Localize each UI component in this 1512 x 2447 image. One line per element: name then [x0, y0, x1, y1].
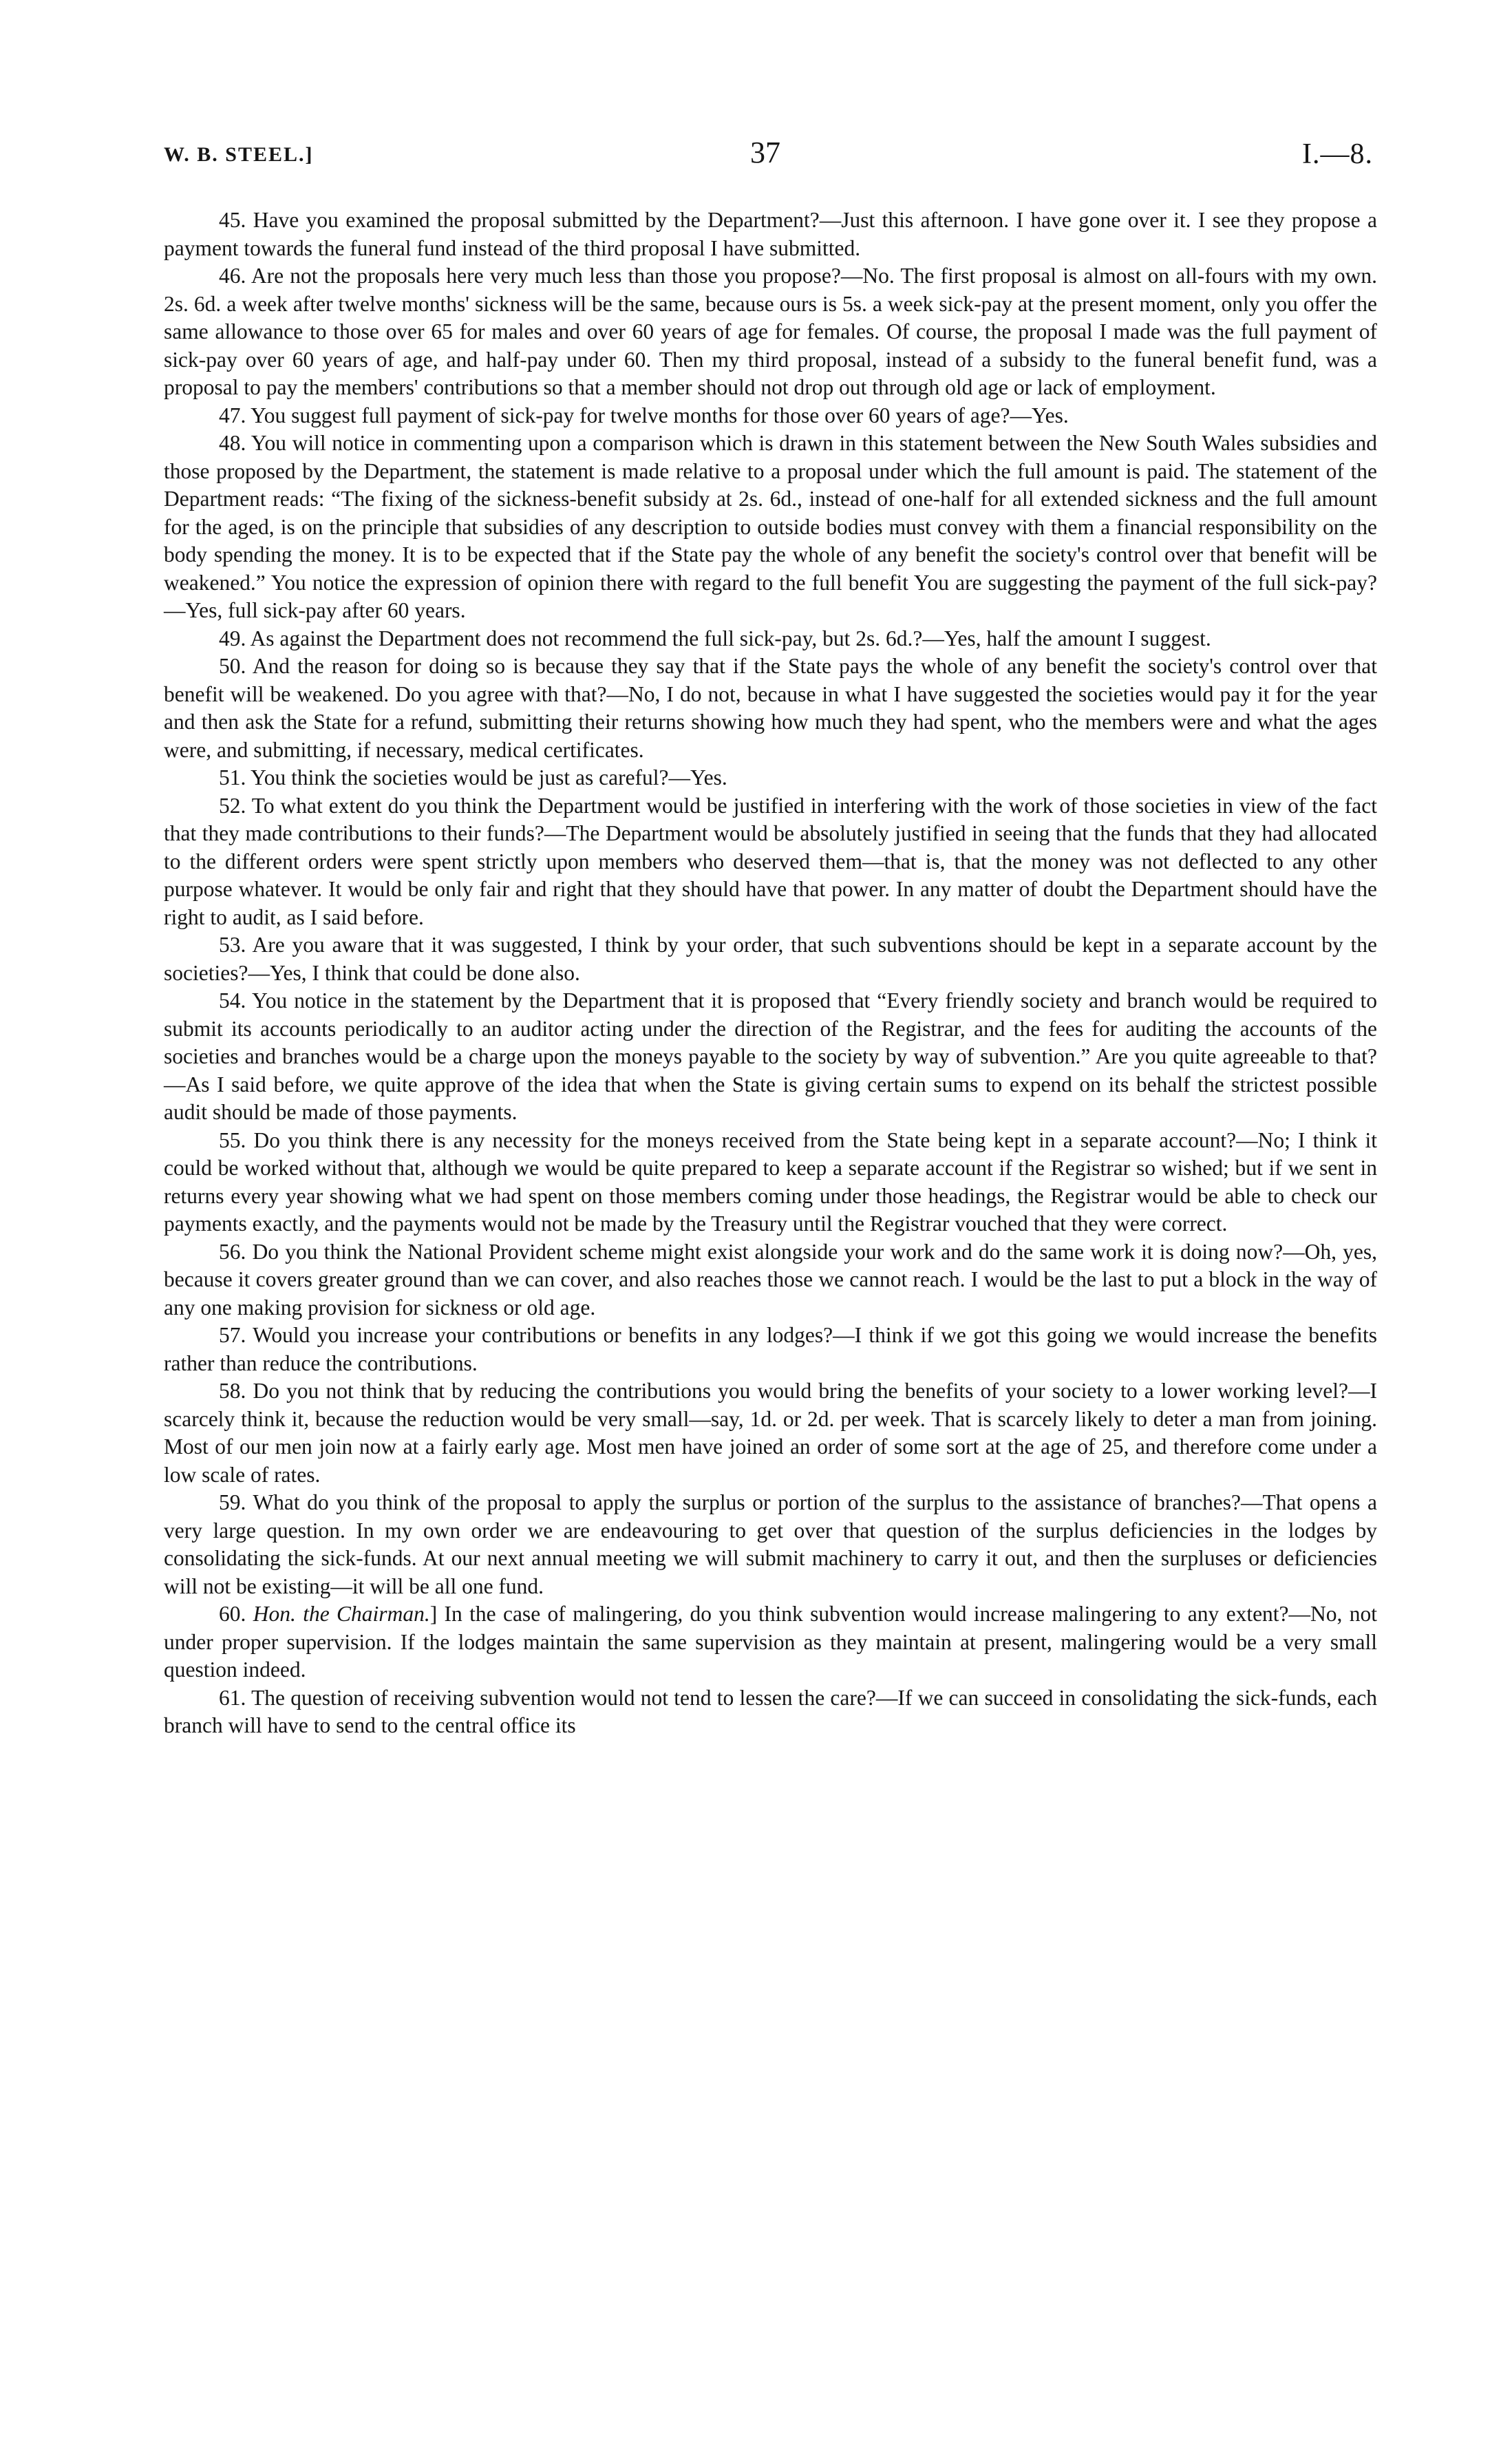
paragraph-text: And the reason for doing so is because they say that if the State pays the whole of any benefit the society's control over that benefit will be weakened. Do you agree with that?—No, I do not, because in what I have suggested the societies would pay it for the year and then ask the State for a refund, submitting their returns showing how much they had spent, who the members were and what the ages were, and submitting, if necessary, medical certificates.	[164, 654, 1378, 762]
paragraph-text: ] In the case of malingering, do you think subvention would increase malingering to any extent?—No, not under proper supervision. If the lodges maintain the same supervision as they maintain at present, malingering would be a very small question indeed.	[164, 1602, 1378, 1682]
paragraph-61	[164, 1684, 1377, 1740]
paragraph-text: Do you think there is any necessity for the moneys received from the State being kept in a separate account?—No; I think it could be worked without that, although we would be quite prepared to keep a separate account if the Registrar so wished; but if we sent in returns every year showing what we had spent on those members coming under those headings, the Registrar would be able to check our payments exactly, and the payments would not be made by the Treasury until the Registrar vouched that they were correct.	[164, 1127, 1378, 1236]
paragraph-number: 52.	[219, 793, 246, 818]
paragraph-58	[164, 1377, 1377, 1489]
paragraph-number: 58.	[219, 1379, 246, 1403]
paragraph-number: 51.	[219, 765, 246, 790]
paragraph-number: 49.	[219, 626, 246, 650]
paragraph-48	[164, 430, 1377, 625]
paragraph-text: You think the societies would be just as careful?—Yes.	[251, 765, 727, 790]
paragraph-number: 61.	[219, 1685, 246, 1710]
paragraph-number: 55.	[219, 1127, 246, 1152]
paragraph-59	[164, 1489, 1377, 1600]
paragraph-number: 50.	[219, 654, 246, 678]
paragraph-text: As against the Department does not recommend the full sick-pay, but 2s. 6d.?—Yes, half the amount I suggest.	[250, 626, 1211, 650]
paragraph-number: 60.	[219, 1602, 246, 1626]
paragraph-text: Have you examined the proposal submitted by the Department?—Just this afternoon. I have gone over it. I see they propose a payment towards the funeral fund instead of the third proposal I have submitted.	[164, 208, 1377, 260]
paragraph-text: You notice in the statement by the Department that it is proposed that “Every friendly society and branch would be required to submit its accounts periodically to an auditor acting under the direction of the Registrar, and the fees for auditing the accounts of the societies and branches would be a charge upon the moneys payable to the society by way of subvention.” Are you quite agreeable to that?—As I said before, we quite approve of the idea that when the State is giving certain sums to expend on its behalf the strictest possible audit should be made of those payments.	[164, 988, 1377, 1124]
witness-name: W. B. STEEL.]	[164, 143, 314, 166]
paragraph-53	[164, 931, 1377, 987]
paragraph-number: 54.	[219, 988, 246, 1013]
paragraph-number: 59.	[219, 1490, 246, 1514]
paragraph-text: The question of receiving subvention would not tend to lessen the care?—If we can succeed in consolidating the sick-funds, each branch will have to send to the central office its	[164, 1685, 1377, 1737]
paragraph-45	[164, 206, 1377, 262]
paragraph-text: You suggest full payment of sick-pay for twelve months for those over 60 years of age?—Yes.	[251, 403, 1069, 427]
paragraph-text: Do you think the National Provident scheme might exist alongside your work and do the same work it is doing now?—Oh, yes, because it covers greater ground than we can cover, and also reaches those we cannot reach. I would be the last to put a block in the way of any one making provision for sickness or old age.	[164, 1239, 1378, 1320]
paragraph-56	[164, 1238, 1377, 1322]
paragraph-60	[164, 1600, 1377, 1684]
paragraph-text: You will notice in commenting upon a comparison which is drawn in this statement between the New South Wales subsidies and those proposed by the Department, the statement is made relative to a proposal under which the full amount is paid. The statement of the Department reads: “The fixing of the sickness-benefit subsidy at 2s. 6d., instead of one-half for all extended sickness and the full amount for the aged, is on the principle that subsidies of any description to outside bodies must convey with them a financial responsibility on the body spending the money. It is to be expected that if the State pay the whole of any benefit the society's control over that benefit will be weakened.” You notice the expression of opinion there with regard to the full benefit You are suggesting the payment of the full sick-pay?—Yes, full sick-pay after 60 years.	[164, 431, 1377, 622]
paragraph-47	[164, 402, 1377, 430]
paragraph-57	[164, 1322, 1377, 1377]
paragraph-number: 47.	[219, 403, 246, 427]
paragraph-55	[164, 1127, 1377, 1238]
paragraph-number: 53.	[219, 933, 246, 957]
paragraph-50	[164, 653, 1377, 764]
paragraph-46	[164, 262, 1377, 402]
page-header	[164, 131, 1377, 172]
paragraph-text: To what extent do you think the Department would be justified in interfering with the work of those societies in view of the fact that they made contributions to their funds?—The Department would be absolutely justified in seeing that the funds that they had allocated to the different orders were spent strictly upon members who deserved them—that is, that the money was not deflected to any other purpose whatever. It would be only fair and right that they should have that power. In any matter of doubt the Department should have the right to audit, as I said before.	[164, 793, 1377, 929]
paragraph-number: 46.	[219, 264, 246, 288]
paragraph-text: Are you aware that it was suggested, I think by your order, that such subventions should be kept in a separate account by the societies?—Yes, I think that could be done also.	[164, 933, 1378, 985]
paragraph-54	[164, 987, 1377, 1127]
paragraph-number: 45.	[219, 208, 246, 232]
page-number: 37	[750, 136, 780, 169]
document-page	[164, 0, 1377, 2447]
paragraph-text: Would you increase your contributions or benefits in any lodges?—I think if we got this going we would increase the benefits rather than reduce the contributions.	[164, 1323, 1377, 1375]
paragraph-52	[164, 792, 1377, 932]
paragraph-number: 57.	[219, 1323, 246, 1347]
paragraph-text: Do you not think that by reducing the contributions you would bring the benefits of your society to a lower working level?—I scarcely think it, because the reduction would be very small—say, 1d. or 2d. per week. That is scarcely likely to deter a man from joining. Most of our men join now at a fairly early age. Most men have joined an order of some sort at the age of 25, and therefore come under a low scale of rates.	[164, 1379, 1378, 1487]
paragraph-number: 48.	[219, 431, 246, 455]
speaker-name: Hon. the Chairman.	[253, 1602, 430, 1626]
document-reference: I.—8.	[1302, 138, 1373, 170]
paragraph-text: Are not the proposals here very much less than those you propose?—No. The first proposal is almost on all-fours with my own. 2s. 6d. a week after twelve months' sickness will be the same, because ours is 5s. a week sick-pay at the present moment, only you offer the same allowance to those over 65 for males and over 60 years of age for females. Of course, the proposal I made was the full payment of sick-pay over 60 years of age, and half-pay under 60. Then my third proposal, instead of a subsidy to the funeral benefit fund, was a proposal to pay the members' contributions so that a member should not drop out through old age or lack of employment.	[164, 264, 1377, 399]
paragraph-49	[164, 625, 1377, 653]
paragraph-text: What do you think of the proposal to apply the surplus or portion of the surplus to the assistance of branches?—That opens a very large question. In my own order we are endeavouring to get over that question of the surplus deficiencies in the lodges by consolidating the sick-funds. At our next annual meeting we will submit machinery to carry it out, and then the surpluses or deficiencies will not be existing—it will be all one fund.	[164, 1490, 1377, 1598]
testimony-body	[164, 206, 1377, 1740]
paragraph-number: 56.	[219, 1239, 246, 1264]
paragraph-51	[164, 764, 1377, 792]
